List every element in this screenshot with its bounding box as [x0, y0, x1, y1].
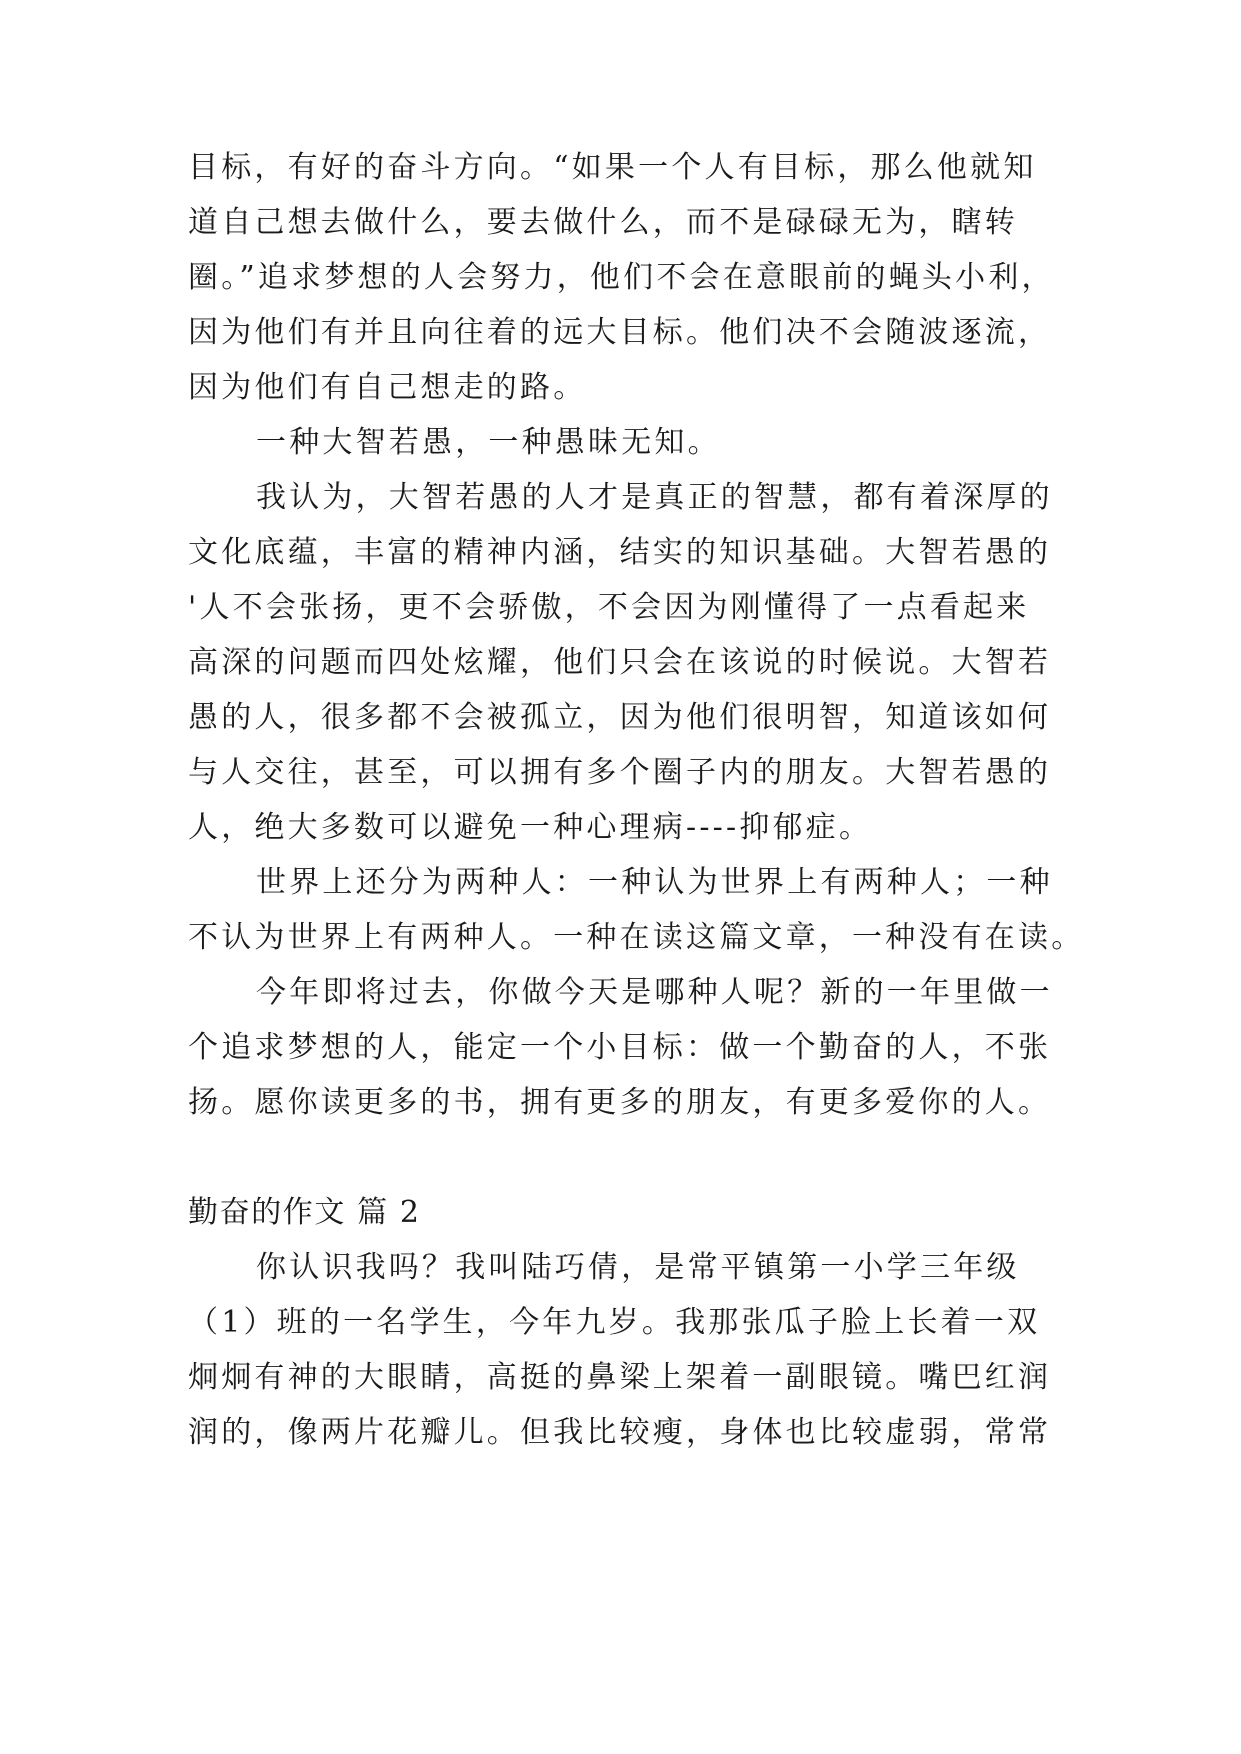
text-line: 目标，有好的奋斗方向。“如果一个人有目标，那么他就知 [188, 150, 1037, 185]
text-line: 高深的问题而四处炫耀，他们只会在该说的时候说。大智若 [188, 645, 1052, 680]
text-line: 道自己想去做什么，要去做什么，而不是碌碌无为，瞎转 [188, 205, 1018, 240]
paragraph-line: 一种大智若愚，一种愚昧无知。 [256, 425, 721, 460]
text-line: '人不会张扬，更不会骄傲，不会因为刚懂得了一点看起来 [188, 590, 1030, 625]
paragraph-line: 今年即将过去，你做今天是哪种人呢？新的一年里做一 [256, 975, 1053, 1010]
text-line: 人，绝大多数可以避免一种心理病----抑郁症。 [188, 810, 873, 845]
section-heading: 勤奋的作文 篇 2 [188, 1195, 421, 1230]
paragraph-line: 世界上还分为两种人：一种认为世界上有两种人；一种 [256, 865, 1053, 900]
text-line: 因为他们有自己想走的路。 [188, 370, 587, 405]
text-line: 愚的人，很多都不会被孤立，因为他们很明智，知道该如何 [188, 700, 1052, 735]
text-line: 圈。”追求梦想的人会努力，他们不会在意眼前的蝇头小利， [188, 260, 1055, 295]
text-line: 炯炯有神的大眼睛，高挺的鼻梁上架着一副眼镜。嘴巴红润 [188, 1360, 1052, 1395]
text-line: （1）班的一名学生，今年九岁。我那张瓜子脸上长着一双 [188, 1305, 1041, 1340]
paragraph-line: 我认为，大智若愚的人才是真正的智慧，都有着深厚的 [256, 480, 1053, 515]
paragraph-line: 你认识我吗？我叫陆巧倩，是常平镇第一小学三年级 [256, 1250, 1020, 1285]
text-line: 不认为世界上有两种人。一种在读这篇文章，一种没有在读。 [188, 920, 1085, 955]
text-line: 因为他们有并且向往着的远大目标。他们决不会随波逐流， [188, 315, 1052, 350]
text-line: 与人交往，甚至，可以拥有多个圈子内的朋友。大智若愚的 [188, 755, 1052, 790]
text-line: 扬。愿你读更多的书，拥有更多的朋友，有更多爱你的人。 [188, 1085, 1052, 1120]
text-line: 个追求梦想的人，能定一个小目标：做一个勤奋的人，不张 [188, 1030, 1052, 1065]
text-line: 文化底蕴，丰富的精神内涵，结实的知识基础。大智若愚的 [188, 535, 1052, 570]
text-line: 润的，像两片花瓣儿。但我比较瘦，身体也比较虚弱，常常 [188, 1415, 1052, 1450]
